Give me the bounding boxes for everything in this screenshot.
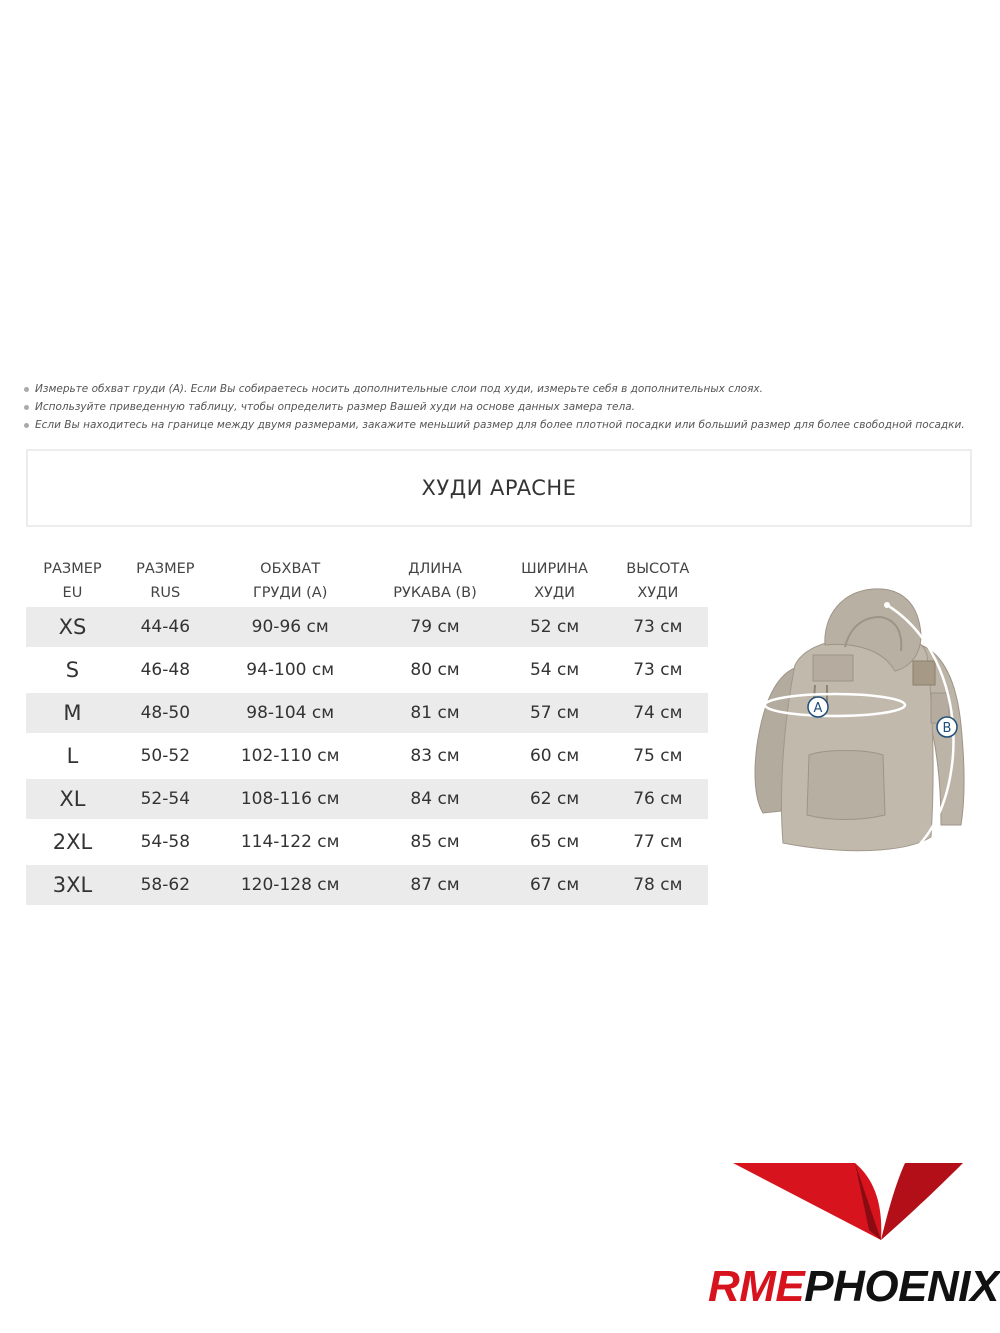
header-chest: ОБХВАТ ГРУДИ (A) — [252, 561, 328, 601]
table-header-row — [26, 555, 708, 607]
table-row: L 50-52 102-110 см 83 см 60 см 75 см — [26, 736, 708, 779]
note-1: Измерьте обхват груди (A). Если Вы собираетесь носить дополнительные слои под худи, измерьте себя в дополнительных слоях. — [24, 380, 984, 398]
header-width: ШИРИНА ХУДИ — [521, 561, 588, 601]
table-row: M 48-50 98-104 см 81 см 57 см 74 см — [26, 693, 708, 736]
table-row: XS 44-46 90-96 см 79 см 52 см 73 см — [26, 607, 708, 650]
header-height: ВЫСОТА ХУДИ — [626, 561, 690, 601]
header-size-eu: РАЗМЕР EU — [43, 561, 102, 601]
table-row: S 46-48 94-100 см 80 см 54 см 73 см — [26, 650, 708, 693]
table-row: XL 52-54 108-116 см 84 см 62 см 76 см — [26, 779, 708, 822]
table-row: 2XL 54-58 114-122 см 85 см 65 см 77 см — [26, 822, 708, 865]
label-b: B — [942, 721, 952, 736]
note-3: Если Вы находитесь на границе между двумя размерами, закажите меньший размер для более плотной посадки или больший размер для более свободной посадки. — [24, 416, 984, 434]
header-size-rus: РАЗМЕР RUS — [136, 561, 195, 601]
bullet-icon — [24, 423, 29, 428]
size-table — [26, 555, 708, 908]
bullet-icon — [24, 405, 29, 410]
sleeve-start-dot — [884, 602, 890, 608]
hoodie-illustration — [755, 589, 964, 851]
label-a: A — [813, 701, 823, 716]
bullet-icon — [24, 387, 29, 392]
brand-part-phoenix: PHOENIX — [804, 1262, 999, 1311]
brand-logo — [708, 1262, 999, 1312]
hoodie-diagram — [735, 575, 980, 895]
table-row: 3XL 58-62 120-128 см 87 см 67 см 78 см — [26, 865, 708, 908]
header-sleeve: ДЛИНА РУКАВА (B) — [393, 561, 477, 601]
product-title: ХУДИ APACHE — [26, 449, 972, 527]
instructions — [24, 380, 984, 434]
sleeve-end-dot — [902, 854, 908, 860]
brand-part-rme: RME — [708, 1262, 805, 1311]
note-2: Используйте приведенную таблицу, чтобы определить размер Вашей худи на основе данных замера тела. — [24, 398, 984, 416]
